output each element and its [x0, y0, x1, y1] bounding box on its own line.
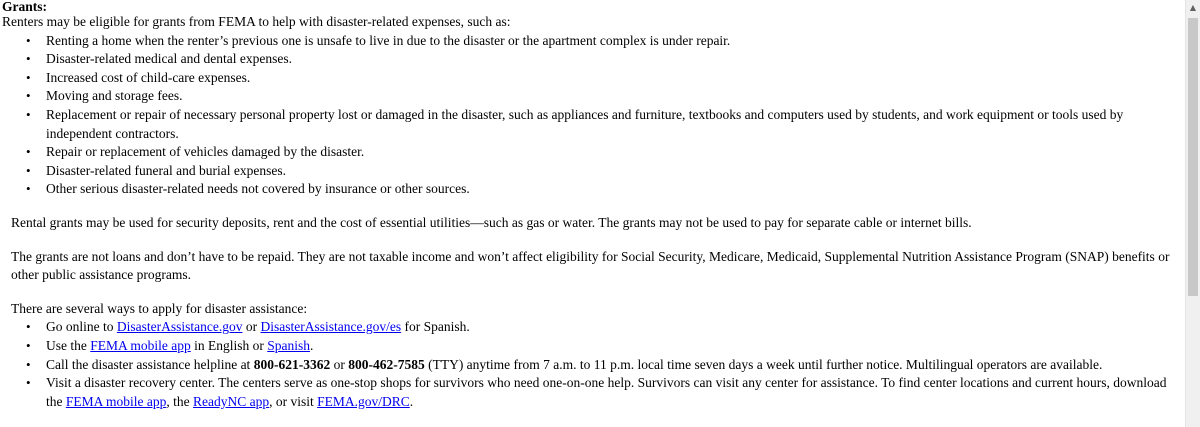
fema-drc-link[interactable]: FEMA.gov/DRC [317, 393, 410, 409]
list-item-call: • Call the disaster assistance helpline at 800-621-3362 or 800-462-7585 (TTY) anytime from 7 a.m. to 11 p.m. local time seven days a week until further notice. Multilingual operators are available. [2, 356, 1182, 375]
list-item: • Renting a home when the renter’s previous one is unsafe to live in due to the disaster or the apartment complex is under repair. [2, 32, 1182, 51]
bullet-icon: • [26, 32, 31, 48]
apply-list [2, 318, 1182, 411]
fema-mobile-app-link-2[interactable]: FEMA mobile app [65, 393, 167, 409]
not-loans-paragraph: The grants are not loans and don’t have to be repaid. They are not taxable income and won’t affect eligibility for Social Security, Medicare, Medicaid, Supplemental Nutrition Assistance Program (SNAP) benefits or other public assistance programs. [11, 248, 1170, 283]
bullet-icon: • [26, 375, 31, 391]
bullet-icon: • [26, 162, 31, 178]
bullet-icon: • [26, 106, 31, 122]
section-heading: Grants: [2, 0, 47, 14]
list-item: • Moving and storage fees. [2, 87, 1182, 106]
rental-grants-paragraph: Rental grants may be used for security deposits, rent and the cost of essential utilities—such as gas or water. The grants may not be used to pay for separate cable or internet bills. [11, 214, 972, 230]
readync-app-link[interactable]: ReadyNC app [193, 393, 270, 409]
tty-number: 800-462-7585 [348, 356, 425, 372]
document-body [2, 0, 1182, 411]
bullet-icon: • [26, 337, 31, 353]
disasterassistance-es-link[interactable]: DisasterAssistance.gov/es [260, 319, 402, 335]
bullet-icon: • [26, 69, 31, 85]
spanish-app-link[interactable]: Spanish [267, 337, 311, 353]
list-item-app: • Use the FEMA mobile app in English or Spanish. [2, 337, 1182, 356]
bullet-icon: • [26, 144, 31, 160]
list-item: • Repair or replacement of vehicles damaged by the disaster. [2, 143, 1182, 162]
disasterassistance-link[interactable]: DisasterAssistance.gov [116, 319, 243, 335]
list-item: • Replacement or repair of necessary personal property lost or damaged in the disaster, such as appliances and furniture, textbooks and computers used by students, and work equipment or tools used by independent contractors. [26, 106, 1124, 141]
list-item-visit: • Visit a disaster recovery center. The centers serve as one-stop shops for survivors who need one-on-one help. Survivors can visit any center for assistance. To find center locations and current hours, download the FEMA mobile app, the ReadyNC app, or visit FEMA.gov/DRC. [26, 375, 1167, 409]
grant-list [2, 32, 1182, 199]
scroll-up-arrow-icon[interactable]: ▲ [1189, 2, 1197, 12]
grants-intro: Renters may be eligible for grants from FEMA to help with disaster-related expenses, such as: [2, 14, 511, 29]
list-item: • Other serious disaster-related needs not covered by insurance or other sources. [2, 180, 1182, 199]
bullet-icon: • [26, 319, 31, 335]
list-item: • Increased cost of child-care expenses. [2, 69, 1182, 88]
fema-mobile-app-link[interactable]: FEMA mobile app [90, 337, 191, 353]
helpline-number: 800-621-3362 [253, 356, 331, 372]
list-item: • Disaster-related medical and dental expenses. [2, 50, 1182, 69]
bullet-icon: • [26, 88, 31, 104]
bullet-icon: • [26, 51, 31, 67]
vertical-scrollbar[interactable] [1185, 0, 1200, 427]
list-item-online: • Go online to DisasterAssistance.gov or DisasterAssistance.gov/es for Spanish. [2, 318, 1182, 337]
apply-intro: There are several ways to apply for disaster assistance: [11, 300, 308, 316]
list-item: • Disaster-related funeral and burial expenses. [2, 162, 1182, 181]
scrollbar-thumb[interactable] [1188, 18, 1198, 296]
bullet-icon: • [26, 356, 31, 372]
bullet-icon: • [26, 181, 31, 197]
